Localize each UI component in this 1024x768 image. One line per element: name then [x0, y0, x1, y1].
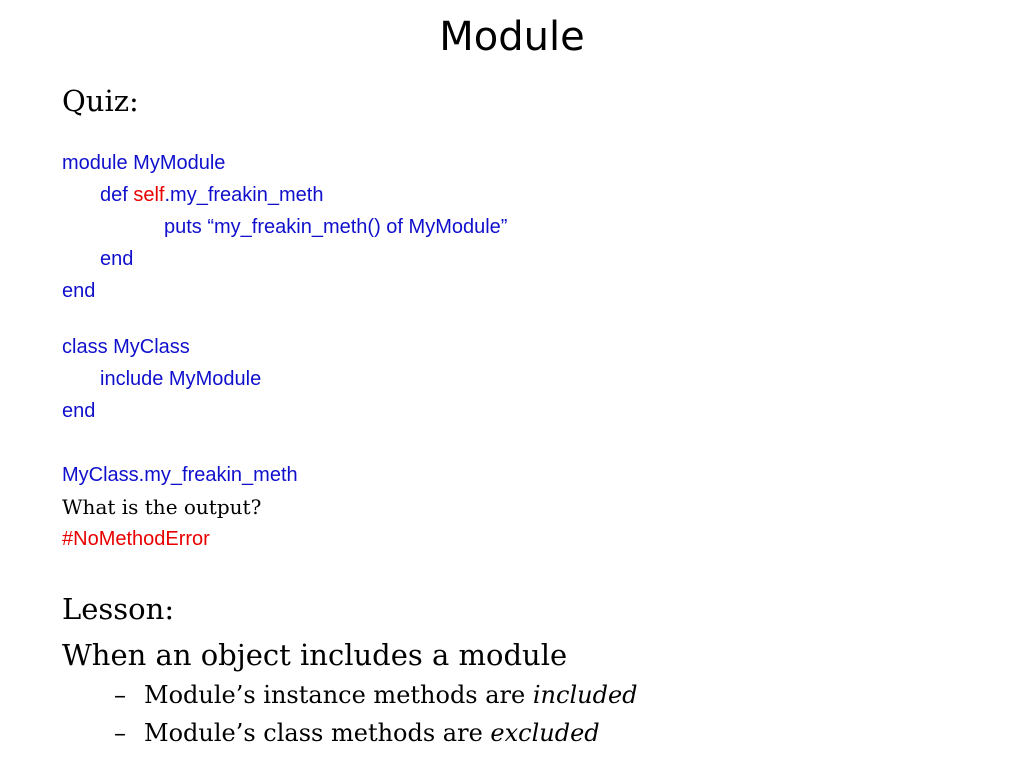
code-class-line-2: include MyModule — [100, 368, 262, 390]
bullet-dash: – — [114, 719, 126, 747]
code-module-line-3: puts “my_freakin_meth() of MyModule” — [164, 216, 508, 238]
slide-title: Module — [439, 14, 585, 60]
lesson-bullet-1 — [114, 681, 638, 709]
lesson-bullet-2 — [114, 719, 600, 747]
code-class-line-1: class MyClass — [62, 336, 190, 358]
code-call-line: MyClass.my_freakin_meth — [62, 464, 298, 486]
lesson-line: When an object includes a module — [62, 638, 568, 672]
bullet-dash: – — [114, 681, 126, 709]
code-module-line-2 — [100, 184, 323, 207]
code-module-line-4: end — [100, 248, 134, 270]
bullet-text: Module’s class methods are — [144, 719, 491, 747]
code-def-keyword: def — [100, 184, 134, 206]
quiz-answer: #NoMethodError — [62, 528, 210, 550]
lesson-heading: Lesson: — [62, 592, 175, 626]
code-class-line-3: end — [62, 400, 96, 422]
bullet-emphasis: included — [532, 681, 638, 709]
code-module-line-1: module MyModule — [62, 152, 226, 174]
code-self-keyword: self — [133, 184, 165, 206]
bullet-text: Module’s instance methods are — [144, 681, 533, 709]
code-module-line-5: end — [62, 280, 96, 302]
quiz-heading: Quiz: — [62, 84, 139, 118]
code-method-name: .my_freakin_meth — [164, 184, 324, 206]
bullet-emphasis: excluded — [490, 719, 600, 747]
quiz-question: What is the output? — [62, 495, 262, 519]
